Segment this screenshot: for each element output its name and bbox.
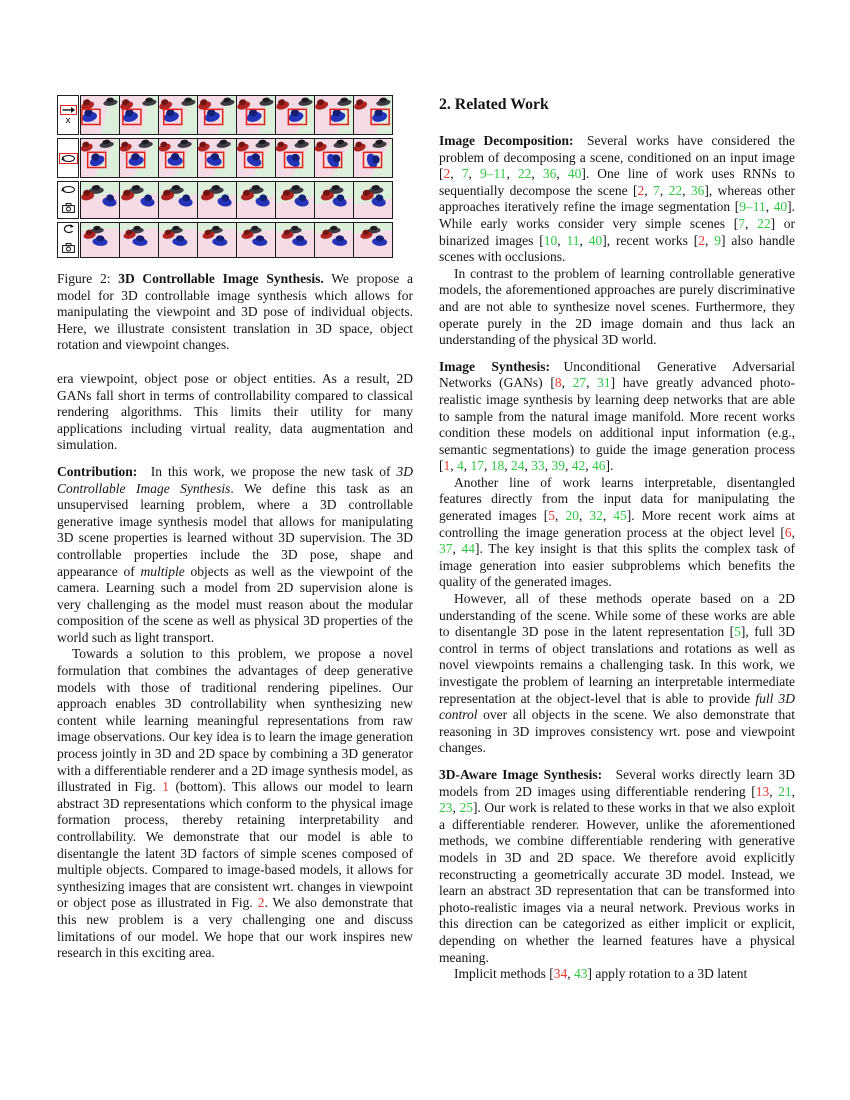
figure-2-caption — [57, 271, 413, 354]
citation-link[interactable]: 13 — [755, 783, 770, 799]
scene-render — [81, 96, 119, 134]
citation-link[interactable]: 25 — [459, 800, 473, 816]
figure-cell — [158, 222, 198, 258]
text-segment: , full 3D control in terms of object translations and rotations as well as novel viewpoints remains a challenging task. In this work, we investigate the problem of learning an interpretable intermediate representation at the object-level that is able to provide — [439, 624, 796, 706]
text-segment: ] — [602, 232, 607, 248]
paragraph-contribution — [57, 464, 413, 647]
scene-render — [198, 182, 236, 218]
text-segment: , — [506, 166, 518, 182]
text-segment: , — [567, 966, 574, 982]
text-segment: , — [602, 508, 614, 524]
figure-row — [57, 95, 403, 135]
text-segment: ] — [472, 800, 478, 816]
text-segment: . While early works consider very simple scenes — [439, 199, 795, 231]
paragraph-implicit — [439, 966, 795, 983]
citation-link[interactable]: 33 — [531, 458, 545, 474]
figure-cell — [275, 222, 315, 258]
figure-cell — [80, 95, 120, 135]
text-segment: [ — [693, 232, 699, 248]
citation-link[interactable]: 40 — [567, 166, 582, 182]
text-segment: [ — [729, 624, 735, 640]
scene-render — [354, 182, 392, 218]
scene-render — [81, 139, 119, 177]
citation-link[interactable]: 22 — [517, 166, 532, 182]
scene-render — [276, 139, 314, 177]
citation-link[interactable]: 23 — [439, 800, 453, 816]
scene-render — [315, 96, 353, 134]
citation-link[interactable]: 8 — [554, 375, 562, 391]
text-segment: objects as well as the viewpoint of the camera. Learning such a model from 2D supervision alone is very challenging as the model must reason about the modular composition of the scene as well as physical 3D properties of the world such as light transport. — [57, 563, 413, 645]
citation-link[interactable]: 9 — [714, 232, 722, 248]
text-segment: ] — [587, 966, 592, 982]
text-segment: , — [504, 458, 511, 474]
text-segment: . We also demonstrate that this new problem is a very challenging one and discuss limitations of our model. We hope that our work inspires new research in this exciting area. — [57, 895, 413, 961]
translate-x-icon — [57, 95, 79, 135]
citation-link[interactable]: 37 — [439, 541, 453, 557]
citation-link[interactable]: 20 — [565, 508, 579, 524]
scene-render — [237, 96, 275, 134]
citation-link[interactable]: 5 — [548, 508, 556, 524]
citation-link[interactable]: 27 — [572, 375, 587, 391]
citation-link[interactable]: 1 — [443, 458, 451, 474]
text-segment: , — [557, 232, 567, 248]
text-segment: ] — [626, 508, 632, 524]
text-segment: (bottom). This allows our model to learn abstract 3D representations which conform to the physical image formation process, thereby retaining interpretability and controllability. We demonstrate that our model is able to disentangle the latent 3D factors of simple scenes composed of multiple objects. Compared to image-based models, it allows for synthesizing images that are consistent wrt. changes in viewpoint or object pose as illustrated in Fig. — [57, 779, 413, 911]
citation-link[interactable]: 45 — [613, 508, 627, 524]
text-segment: , — [745, 215, 758, 231]
citation-link[interactable]: 21 — [778, 783, 792, 799]
figure-cell — [119, 181, 159, 219]
figure-cell — [314, 222, 354, 258]
text-segment: , — [555, 508, 566, 524]
text-segment — [574, 133, 588, 148]
text-segment: , — [468, 166, 480, 182]
figure-cell — [119, 95, 159, 135]
scene-render — [315, 223, 353, 257]
text-segment: ] — [475, 541, 480, 557]
scene-render — [198, 223, 236, 257]
text-segment: [ — [549, 966, 554, 982]
figure-cell — [236, 95, 276, 135]
text-segment: , — [544, 458, 552, 474]
text-segment: , — [659, 182, 669, 198]
scene-render — [81, 182, 119, 218]
paragraph-era-viewpoint — [57, 371, 413, 454]
scene-render — [276, 96, 314, 134]
text-segment: [ — [539, 232, 544, 248]
text-segment: Image Synthesis: — [439, 358, 550, 374]
scene-render — [159, 96, 197, 134]
text-segment: , — [791, 524, 795, 540]
citation-link[interactable]: 36 — [542, 166, 557, 182]
text-segment: [ — [733, 215, 739, 231]
text-segment: , — [450, 458, 457, 474]
x-axis-label: x — [65, 115, 71, 126]
text-segment: , — [765, 199, 774, 215]
text-segment: ] — [610, 375, 616, 391]
text-segment: . — [610, 458, 614, 474]
text-segment: , — [579, 232, 589, 248]
figure-cell — [236, 138, 276, 178]
scene-render — [120, 96, 158, 134]
scene-render — [237, 182, 275, 218]
translate-arrow-icon — [60, 105, 77, 115]
scene-render — [159, 223, 197, 257]
citation-link[interactable]: 31 — [597, 375, 611, 391]
text-segment: have greatly advanced photo-realistic image synthesis by learning deep networks that are able to sample from the natural image manifold. More recent works condition these models on additional input information (e.g., semantic segmentations) to guide the image generation process — [439, 375, 796, 457]
figure-cell — [314, 181, 354, 219]
figure-cell — [314, 95, 354, 135]
text-segment: We propose a model for 3D controllable image synthesis which allows for manipulating the viewpoint and 3D pose of individual objects. Here, we illustrate consistent translation in 3D space, object rotation and viewpoint changes. — [57, 271, 413, 353]
figure-cell — [158, 95, 198, 135]
citation-link[interactable]: 11 — [566, 232, 580, 248]
right-column — [439, 95, 795, 983]
citation-link[interactable]: 2 — [637, 182, 645, 198]
figure-cell — [80, 222, 120, 258]
figure-cell — [353, 181, 393, 219]
paragraph-in-contrast — [439, 266, 795, 349]
paragraph-image-decomposition — [439, 133, 795, 266]
paragraph-another-line — [439, 475, 795, 591]
citation-link[interactable]: 22 — [668, 182, 683, 198]
text-segment: , — [705, 232, 715, 248]
text-segment: , recent works — [606, 232, 694, 248]
text-segment: [ — [633, 182, 638, 198]
figure-row — [57, 222, 403, 258]
scene-render — [315, 139, 353, 177]
paragraph-however — [439, 591, 795, 757]
scene-render — [198, 139, 236, 177]
citation-link[interactable]: 9–11 — [479, 166, 507, 182]
right-column-text — [439, 133, 795, 983]
citation-link[interactable]: 18 — [490, 458, 505, 474]
scene-render — [276, 182, 314, 218]
text-segment: , — [452, 800, 460, 816]
text-segment: era viewpoint, object pose or object entities. As a result, 2D GANs fall short in terms of controllability compared to classical rendering algorithms. This limits their utility for many applications including virtual reality, data augmentation and simulation. — [57, 370, 413, 453]
figure-cell — [158, 138, 198, 178]
citation-link[interactable]: 7 — [738, 215, 745, 231]
figure-cell — [197, 95, 237, 135]
citation-link[interactable]: 10 — [543, 232, 558, 248]
text-segment: Several works directly learn 3D models from 2D images using differentiable rendering — [439, 766, 795, 799]
text-segment: multiple — [140, 563, 185, 579]
text-segment — [602, 767, 616, 782]
text-segment — [550, 359, 564, 374]
text-segment: [ — [751, 783, 756, 799]
citation-link[interactable]: 32 — [589, 508, 603, 524]
text-segment: , — [791, 783, 796, 799]
citation-link[interactable]: 2 — [698, 232, 706, 248]
figure-cell — [353, 222, 393, 258]
figure-frames — [81, 181, 393, 219]
rotate-camera-icon — [57, 181, 79, 219]
citation-link[interactable]: 46 — [592, 458, 606, 474]
figure-cell — [80, 138, 120, 178]
text-segment: 3D Controllable Image Synthesis — [57, 463, 413, 496]
citation-link[interactable]: 17 — [470, 458, 484, 474]
text-segment: , — [644, 182, 654, 198]
text-segment: , — [585, 458, 592, 474]
figure-cell — [275, 138, 315, 178]
text-segment: [ — [439, 166, 444, 182]
figure-cell — [197, 138, 237, 178]
citation-link[interactable]: 39 — [551, 458, 565, 474]
text-segment: . The key insight is that this splits the complex task of image generation into easier subproblems which benefits the quality of the generated images. — [439, 541, 796, 590]
orbit-arrow-icon — [62, 222, 74, 239]
scene-render — [159, 182, 197, 218]
text-segment: Another line of work learns interpretable, disentangled features directly from the input data for manipulating the generated images — [439, 474, 795, 524]
citation-link[interactable]: 24 — [511, 458, 525, 474]
reference-link[interactable]: 1 — [162, 779, 169, 795]
scene-render — [81, 223, 119, 257]
text-segment: ] — [704, 182, 709, 198]
citation-link[interactable]: 22 — [757, 215, 771, 231]
rotate-ellipse-icon — [57, 138, 79, 178]
citation-link[interactable]: 40 — [588, 232, 603, 248]
text-segment: ] — [770, 215, 776, 231]
figure-cell — [158, 181, 198, 219]
text-segment: , — [578, 508, 590, 524]
citation-link[interactable]: 7 — [461, 166, 469, 182]
left-column-text — [57, 371, 413, 962]
citation-link[interactable]: 2 — [443, 166, 451, 182]
figure-row — [57, 138, 403, 178]
text-segment: , whereas other approaches iteratively refine the image segmentation — [439, 182, 796, 215]
text-segment: , — [565, 458, 572, 474]
citation-link[interactable]: 9–11 — [739, 199, 766, 215]
scene-render — [354, 223, 392, 257]
figure-cell — [353, 95, 393, 135]
text-segment: , — [531, 166, 543, 182]
figure-row — [57, 181, 403, 219]
text-segment: , — [452, 541, 462, 557]
text-segment: ] — [740, 624, 746, 640]
text-segment: full 3D control — [439, 690, 795, 723]
text-segment: [ — [439, 458, 444, 474]
text-segment: However, all of these methods operate based on a 2D understanding of the scene. While some of these works are able to disentangle 3D pose in the latent representation — [439, 591, 795, 640]
text-segment: In contrast to the problem of learning controllable generative models, the aforementioned approaches are purely discriminative and are not able to synthesize novel scenes. Furthermore, they operate purely in the 2D image domain and thus lack an understanding of the physical 3D world. — [439, 265, 795, 348]
text-segment: [ — [550, 375, 555, 391]
camera-icon — [62, 201, 75, 218]
text-segment: Contribution: — [57, 463, 138, 479]
scene-render — [120, 139, 158, 177]
citation-link[interactable]: 36 — [690, 182, 705, 198]
scene-render — [276, 223, 314, 257]
left-column — [57, 95, 413, 962]
text-segment: , — [586, 375, 598, 391]
text-segment: Towards a solution to this problem, we propose a novel formulation that combines the advantages of deep generative models with those of traditional rendering pipelines. Our approach enables 3D controllability when synthesizing new content while learning meaningful representations from raw image observations. Our key idea is to learn the image generation process jointly in 3D and 2D space by combining a 3D generator with a differentiable renderer and a 2D image synthesis model, as illustrated in Fig. — [57, 646, 413, 795]
citation-link[interactable]: 5 — [734, 624, 741, 640]
figure-frames — [81, 138, 393, 178]
text-segment: , — [561, 375, 573, 391]
figure-cell — [197, 222, 237, 258]
text-segment: Unconditional Generative Adversarial Networks (GANs) — [439, 358, 795, 391]
text-segment: , — [484, 458, 491, 474]
text-segment: 3D-Aware Image Synthesis: — [439, 766, 603, 782]
figure-cell — [80, 181, 120, 219]
text-segment: ] — [721, 232, 726, 248]
orbit-camera-icon — [57, 222, 79, 258]
citation-link[interactable]: 40 — [773, 199, 788, 215]
paragraph-image-synthesis — [439, 359, 795, 475]
figure-frames — [81, 222, 393, 258]
figure-frames — [81, 95, 393, 135]
scene-render — [120, 182, 158, 218]
text-segment: . Our work is related to these works in that we also exploit a differentiable renderer. However, unlike the aforementioned methods, we combine differentiable rendering with generative models in 3D and 2D space. We therefore avoid explicitly reconstructing a geometrically accurate 3D model. Instead, we learn an abstract 3D representation that can be transformed into photo-realistic images via a neural network. Previous works in this direction can be categorized as either implicit or explicit, depending on whether the learned features have a physical meaning. — [439, 800, 795, 965]
figure-cell — [119, 222, 159, 258]
text-segment: Image Decomposition: — [439, 133, 574, 148]
scene-render — [354, 139, 392, 177]
camera-icon — [62, 241, 75, 258]
text-segment: , — [524, 458, 532, 474]
text-segment: ] — [605, 458, 610, 474]
text-segment: or binarized images — [439, 215, 796, 248]
scene-render — [159, 139, 197, 177]
text-segment: . One line of work uses RNNs to sequentially decompose the scene — [439, 166, 796, 198]
reference-link[interactable]: 2 — [257, 895, 265, 911]
text-segment: , — [769, 783, 779, 799]
scene-render — [120, 223, 158, 257]
text-segment: In this work, we propose the new task of — [150, 463, 397, 479]
text-segment: Several works have considered the problem of decomposing a scene, conditioned on an input image — [439, 133, 795, 165]
citation-link[interactable]: 4 — [457, 458, 464, 474]
text-segment: , — [682, 182, 691, 198]
text-segment: [ — [734, 199, 740, 215]
scene-render — [237, 223, 275, 257]
citation-link[interactable]: 7 — [653, 182, 660, 198]
text-segment: 3D Controllable Image Synthesis. — [118, 271, 324, 286]
figure-cell — [119, 138, 159, 178]
figure-cell — [236, 181, 276, 219]
section-heading-related-work: 2. Related Work — [439, 96, 549, 113]
text-segment: ] — [787, 199, 792, 215]
text-segment: . We define this task as an unsupervised learning problem, where a 3D controllable generative image synthesis model that allows for manipulating 3D scene properties is learned without 3D supervision. The 3D controllable properties include the 3D pose, shape and appearance of — [57, 480, 413, 579]
text-segment: [ — [780, 524, 785, 540]
text-segment: also handle scenes with occlusions. — [439, 232, 796, 265]
rotate-icon — [61, 182, 76, 199]
text-segment: . More recent work aims at controlling the image generation process at the object level — [439, 508, 796, 540]
text-segment: over all objects in the scene. We also demonstrate that reasoning in 3D improves consistency wrt. pose and viewpoint changes. — [439, 707, 795, 756]
figure-cell — [236, 222, 276, 258]
citation-link[interactable]: 6 — [784, 524, 792, 540]
citation-link[interactable]: 34 — [553, 966, 568, 982]
paragraph-towards — [57, 646, 413, 961]
text-segment: , — [463, 458, 471, 474]
figure-cell — [275, 95, 315, 135]
scene-render — [315, 182, 353, 218]
rotate-ellipse-icon — [59, 153, 78, 164]
text-segment: ] — [581, 166, 586, 182]
paragraph-3d-aware — [439, 767, 795, 966]
citation-link[interactable]: 42 — [571, 458, 586, 474]
text-segment: Implicit methods — [454, 966, 550, 982]
figure-cell — [275, 181, 315, 219]
text-segment: , — [450, 166, 462, 182]
citation-link[interactable]: 43 — [574, 966, 588, 982]
figure-2 — [57, 95, 403, 258]
text-segment — [137, 464, 151, 479]
figure-cell — [197, 181, 237, 219]
scene-render — [237, 139, 275, 177]
scene-render — [354, 96, 392, 134]
text-segment: apply rotation to a 3D latent — [592, 966, 748, 982]
citation-link[interactable]: 44 — [461, 541, 476, 557]
figure-cell — [314, 138, 354, 178]
text-segment: , — [556, 166, 568, 182]
scene-render — [198, 96, 236, 134]
figure-cell — [353, 138, 393, 178]
text-segment: Figure 2: — [57, 271, 119, 286]
text-segment: [ — [543, 508, 549, 524]
